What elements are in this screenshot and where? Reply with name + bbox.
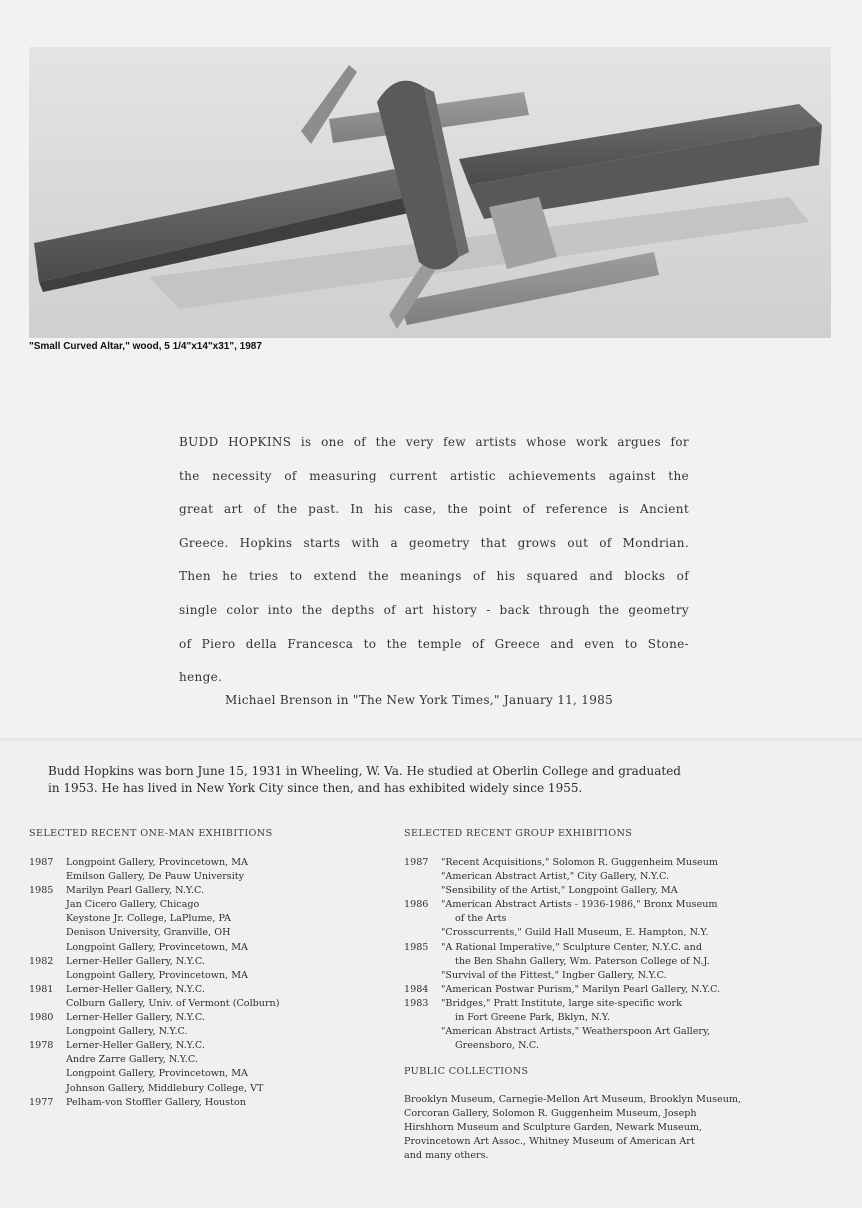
exhibition-row bbox=[29, 884, 279, 898]
quote-line: BUDD HOPKINS is one of the very few artists whose work argues for bbox=[179, 435, 689, 449]
exhibition-year bbox=[29, 1082, 66, 1096]
exhibition-row bbox=[29, 912, 279, 926]
exhibition-entry: Lerner-Heller Gallery, N.Y.C. bbox=[66, 955, 205, 967]
exhibition-year bbox=[29, 912, 66, 926]
exhibition-year: 1981 bbox=[29, 983, 54, 995]
exhibition-year: 1977 bbox=[29, 1096, 54, 1108]
exhibition-row bbox=[29, 983, 279, 997]
exhibition-row bbox=[404, 856, 720, 870]
exhibition-entry: Lerner-Heller Gallery, N.Y.C. bbox=[66, 983, 205, 995]
exhibition-year bbox=[29, 1067, 66, 1081]
exhibition-row bbox=[404, 1011, 720, 1025]
exhibition-row bbox=[404, 983, 720, 997]
exhibition-entry: "American Postwar Purism," Marilyn Pearl Gallery, N.Y.C. bbox=[441, 983, 721, 995]
exhibition-year bbox=[29, 926, 66, 940]
exhibition-row bbox=[404, 997, 720, 1011]
exhibition-entry: Pelham-von Stoffler Gallery, Houston bbox=[66, 1096, 246, 1108]
collections-line: Corcoran Gallery, Solomon R. Guggenheim Museum, Joseph bbox=[404, 1108, 697, 1120]
exhibition-entry: Denison University, Granville, OH bbox=[66, 927, 231, 939]
sculpture-photo bbox=[29, 47, 831, 338]
exhibition-entry: of the Arts bbox=[455, 913, 507, 925]
exhibition-year bbox=[29, 898, 66, 912]
exhibition-entry: Greensboro, N.C. bbox=[455, 1040, 539, 1052]
exhibition-entry: the Ben Shahn Gallery, Wm. Paterson College of N.J. bbox=[455, 955, 710, 967]
bio-line: in 1953. He has lived in New York City since then, and has exhibited widely since 1955. bbox=[48, 781, 583, 795]
exhibition-year bbox=[29, 997, 66, 1011]
exhibition-year bbox=[29, 870, 66, 884]
exhibition-row bbox=[404, 870, 720, 884]
exhibition-entry: "Crosscurrents," Guild Hall Museum, E. Hampton, N.Y. bbox=[441, 927, 709, 939]
exhibition-year: 1984 bbox=[404, 983, 429, 995]
exhibition-entry: "A Rational Imperative," Sculpture Center, N.Y.C. and bbox=[441, 941, 702, 953]
group-heading: SELECTED RECENT GROUP EXHIBITIONS bbox=[404, 828, 633, 839]
exhibition-row bbox=[29, 870, 279, 884]
fold-line bbox=[0, 738, 862, 742]
exhibition-year bbox=[404, 884, 441, 898]
exhibition-year: 1986 bbox=[404, 899, 429, 911]
exhibition-entry: Marilyn Pearl Gallery, N.Y.C. bbox=[66, 885, 205, 897]
collections-list bbox=[404, 1093, 844, 1163]
exhibition-row bbox=[29, 926, 279, 940]
photo-caption: "Small Curved Altar," wood, 5 1/4"x14"x31", 1987 bbox=[29, 341, 262, 352]
review-quote bbox=[179, 426, 689, 695]
exhibition-year: 1987 bbox=[29, 857, 54, 868]
exhibition-entry: in Fort Greene Park, Bklyn, N.Y. bbox=[455, 1012, 611, 1024]
exhibition-entry: Longpoint Gallery, Provincetown, MA bbox=[66, 857, 248, 868]
exhibition-entry: "American Abstract Artists - 1936-1986," Bronx Museum bbox=[441, 899, 718, 911]
exhibition-entry: Longpoint Gallery, Provincetown, MA bbox=[66, 941, 248, 953]
exhibition-row bbox=[29, 969, 279, 983]
exhibition-year bbox=[404, 912, 441, 926]
exhibition-year bbox=[404, 1039, 441, 1053]
artist-bio bbox=[48, 763, 808, 797]
quote-line: Then he tries to extend the meanings of his squared and blocks of bbox=[179, 569, 689, 584]
exhibition-row bbox=[404, 898, 720, 912]
exhibition-year bbox=[29, 969, 66, 983]
exhibition-entry: Lerner-Heller Gallery, N.Y.C. bbox=[66, 1040, 205, 1052]
exhibition-year bbox=[404, 1025, 441, 1039]
exhibition-year: 1983 bbox=[404, 997, 429, 1009]
exhibition-entry: "American Abstract Artist," City Gallery, N.Y.C. bbox=[441, 871, 670, 883]
exhibition-year bbox=[404, 969, 441, 983]
exhibition-year: 1985 bbox=[404, 941, 429, 953]
exhibition-row bbox=[404, 926, 720, 940]
exhibition-year: 1987 bbox=[404, 857, 429, 868]
collections-line: and many others. bbox=[404, 1150, 489, 1162]
one-man-heading: SELECTED RECENT ONE-MAN EXHIBITIONS bbox=[29, 828, 273, 839]
quote-line: of Piero della Francesca to the temple of Greece and even to Stone- bbox=[179, 636, 689, 651]
exhibition-entry: Jan Cicero Gallery, Chicago bbox=[66, 899, 200, 911]
exhibition-year: 1980 bbox=[29, 1012, 54, 1024]
exhibition-row bbox=[29, 856, 279, 870]
exhibition-row bbox=[29, 1082, 279, 1096]
exhibition-entry: Longpoint Gallery, Provincetown, MA bbox=[66, 969, 248, 981]
exhibition-entry: Emilson Gallery, De Pauw University bbox=[66, 871, 245, 883]
exhibition-entry: "Survival of the Fittest," Ingber Gallery, N.Y.C. bbox=[441, 969, 667, 981]
exhibition-entry: "Bridges," Pratt Institute, large site-specific work bbox=[441, 997, 682, 1009]
quote-attribution: Michael Brenson in "The New York Times," January 11, 1985 bbox=[225, 693, 614, 707]
exhibition-row bbox=[29, 941, 279, 955]
exhibition-row bbox=[29, 955, 279, 969]
one-man-list bbox=[29, 856, 279, 1110]
exhibition-year bbox=[404, 1011, 441, 1025]
exhibition-entry: Lerner-Heller Gallery, N.Y.C. bbox=[66, 1012, 205, 1024]
quote-line: henge. bbox=[179, 670, 223, 685]
group-list bbox=[404, 856, 720, 1053]
exhibition-row bbox=[404, 884, 720, 898]
bio-line: Budd Hopkins was born June 15, 1931 in Wheeling, W. Va. He studied at Oberlin College and graduated bbox=[48, 764, 681, 778]
exhibition-row bbox=[29, 1053, 279, 1067]
exhibition-entry: Longpoint Gallery, Provincetown, MA bbox=[66, 1068, 248, 1080]
exhibition-year: 1978 bbox=[29, 1040, 54, 1052]
exhibition-year bbox=[404, 870, 441, 884]
exhibition-row bbox=[404, 955, 720, 969]
quote-line: single color into the depths of art history - back through the geometry bbox=[179, 602, 689, 617]
exhibition-entry: Longpoint Gallery, N.Y.C. bbox=[66, 1026, 188, 1038]
quote-line: the necessity of measuring current artistic achievements against the bbox=[179, 468, 689, 483]
exhibition-year: 1985 bbox=[29, 885, 54, 897]
exhibition-row bbox=[29, 1025, 279, 1039]
collections-line: Brooklyn Museum, Carnegie-Mellon Art Museum, Brooklyn Museum, bbox=[404, 1094, 742, 1105]
exhibition-entry: Andre Zarre Gallery, N.Y.C. bbox=[66, 1054, 198, 1066]
collections-line: Hirshhorn Museum and Sculpture Garden, Newark Museum, bbox=[404, 1122, 703, 1134]
exhibition-row bbox=[404, 969, 720, 983]
exhibition-row bbox=[29, 1039, 279, 1053]
exhibition-year bbox=[404, 955, 441, 969]
exhibition-row bbox=[29, 997, 279, 1011]
quote-line: Greece. Hopkins starts with a geometry that grows out of Mondrian. bbox=[179, 535, 689, 550]
exhibition-year bbox=[29, 941, 66, 955]
exhibition-entry: Colburn Gallery, Univ. of Vermont (Colburn) bbox=[66, 997, 280, 1009]
exhibition-row bbox=[404, 941, 720, 955]
exhibition-row bbox=[29, 898, 279, 912]
quote-line: great art of the past. In his case, the point of reference is Ancient bbox=[179, 502, 689, 517]
exhibition-entry: Keystone Jr. College, LaPlume, PA bbox=[66, 913, 231, 925]
collections-line: Provincetown Art Assoc., Whitney Museum of American Art bbox=[404, 1136, 695, 1148]
collections-heading: PUBLIC COLLECTIONS bbox=[404, 1066, 529, 1077]
exhibition-entry: "Sensibility of the Artist," Longpoint Gallery, MA bbox=[441, 885, 678, 897]
exhibition-row bbox=[404, 1039, 720, 1053]
exhibition-year bbox=[404, 926, 441, 940]
exhibition-entry: "American Abstract Artists," Weatherspoon Art Gallery, bbox=[441, 1026, 711, 1038]
exhibition-entry: Johnson Gallery, Middlebury College, VT bbox=[66, 1082, 264, 1094]
exhibition-year: 1982 bbox=[29, 955, 54, 967]
exhibition-row bbox=[29, 1067, 279, 1081]
exhibition-year bbox=[29, 1025, 66, 1039]
exhibition-row bbox=[29, 1096, 279, 1110]
exhibition-entry: "Recent Acquisitions," Solomon R. Guggenheim Museum bbox=[441, 857, 718, 868]
exhibition-year bbox=[29, 1053, 66, 1067]
exhibition-row bbox=[404, 1025, 720, 1039]
exhibition-row bbox=[29, 1011, 279, 1025]
exhibition-row bbox=[404, 912, 720, 926]
